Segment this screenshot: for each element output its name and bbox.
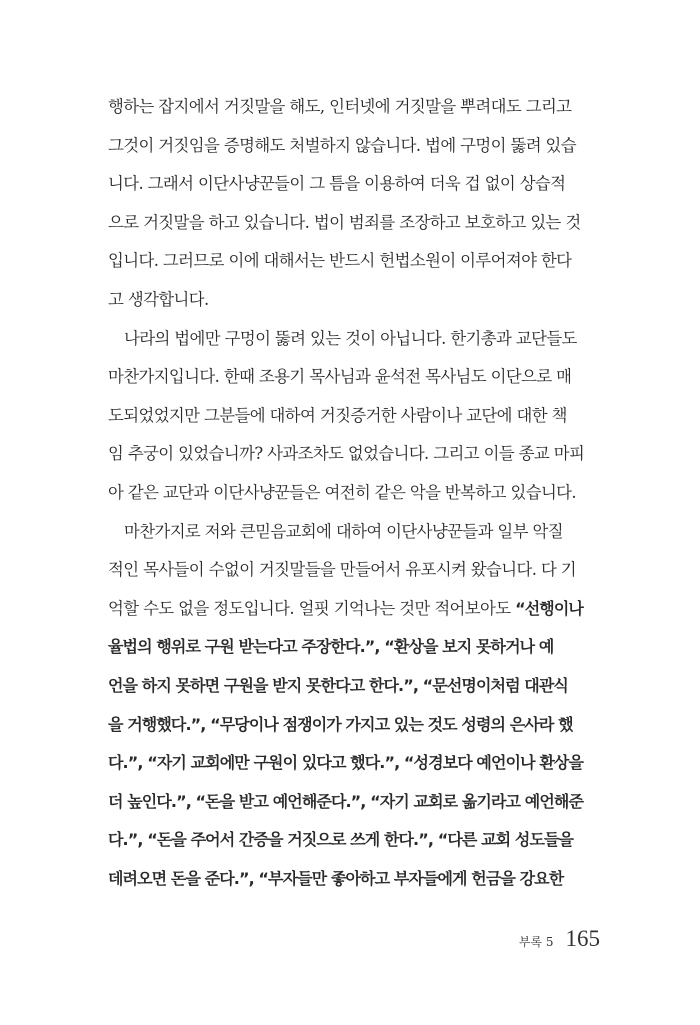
text-line: 그것이 거짓임을 증명해도 처벌하지 않습니다. 법에 구멍이 뚫려 있습 [108,135,577,155]
text-line-mixed [108,594,612,633]
text-line: 입니다. 그러므로 이에 대해서는 반드시 헌법소원이 이루어져야 한다 [108,251,572,271]
bold-text-line: 을 거행했다.”, “무당이나 점쟁이가 가지고 있는 것도 성령의 은사라 했 [108,714,573,734]
text-line: 으로 거짓말을 하고 있습니다. 법이 범죄를 조장하고 보호하고 있는 것 [108,212,581,232]
text-line: 고 생각합니다. [108,289,209,309]
body-text [108,92,612,902]
bold-text-line: 데려오면 돈을 준다.”, “부자들만 좋아하고 부자들에게 헌금을 강요한 [108,868,564,888]
paragraph-start-line: 마찬가지로 저와 큰믿음교회에 대하여 이단사냥꾼들과 일부 악질 [124,521,563,541]
section-label: 부록 5 [518,935,554,949]
plain-text-segment: 억할 수도 없을 정도입니다. 얼핏 기억나는 것만 적어보아도 [108,598,516,618]
page-footer [519,926,600,956]
bold-text-line: 다.”, “자기 교회에만 구원이 있다고 했다.”, “성경보다 예언이나 환상을 [108,753,583,773]
text-line: 니다. 그래서 이단사냥꾼들이 그 틈을 이용하여 더욱 겁 없이 상습적 [108,174,566,194]
text-line: 임 추궁이 있었습니까? 사과조차도 없었습니다. 그리고 이들 종교 마피 [108,444,585,464]
bold-text-line: 언을 하지 못하면 구원을 받지 못한다고 한다.”, “문선명이처럼 대관식 [108,675,568,695]
paragraph-start-line: 나라의 법에만 구멍이 뚫려 있는 것이 아닙니다. 한기총과 교단들도 [124,328,577,348]
bold-text-line: 다.”, “돈을 주어서 간증을 거짓으로 쓰게 한다.”, “다른 교회 성도들을 [108,830,574,850]
page-number: 165 [565,926,600,951]
bold-quote-segment: “선행이나 [515,598,583,618]
bold-text-line: 더 높인다.”, “돈을 받고 예언해준다.”, “자기 교회로 옮기라고 예언해준 [108,791,583,811]
text-line: 적인 목사들이 수없이 거짓말들을 만들어서 유포시켜 왔습니다. 다 기 [108,560,577,580]
text-line: 행하는 잡지에서 거짓말을 해도, 인터넷에 거짓말을 뿌려대도 그리고 [108,97,572,116]
text-line: 도되었었지만 그분들에 대하여 거짓증거한 사람이나 교단에 대한 책 [108,405,567,425]
text-line: 아 같은 교단과 이단사냥꾼들은 여전히 같은 악을 반복하고 있습니다. [108,482,577,502]
bold-text-line: 율법의 행위로 구원 받는다고 주장한다.”, “환상을 보지 못하거나 예 [108,637,554,657]
text-line: 마찬가지입니다. 한때 조용기 목사님과 윤석전 목사님도 이단으로 매 [108,367,572,387]
